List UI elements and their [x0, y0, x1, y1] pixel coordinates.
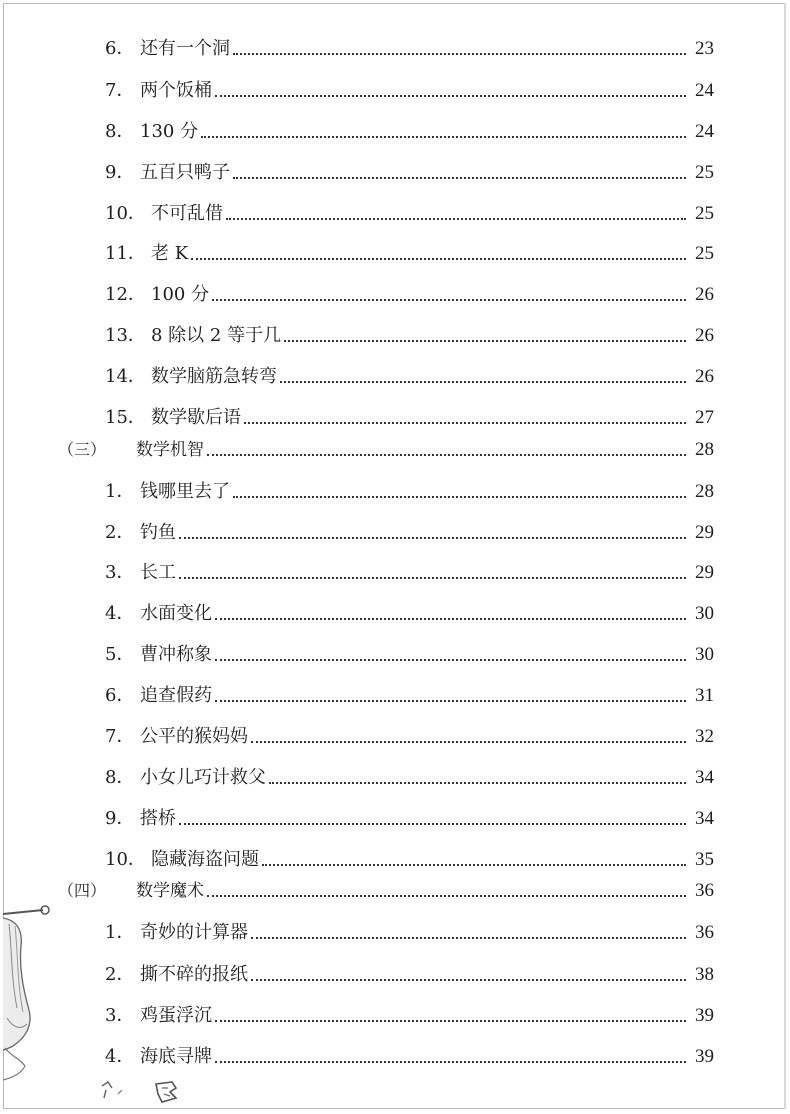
dot-leader [215, 618, 686, 620]
entry-number: 9． [105, 808, 135, 829]
entry-title: 数学魔术 [136, 881, 204, 901]
entry-number: 4． [105, 1046, 135, 1067]
entry-number: 3． [105, 1005, 135, 1026]
entry-title: 老 K [151, 243, 189, 264]
entry-number: 6． [105, 685, 135, 706]
dot-leader [251, 741, 686, 743]
page-number: 36 [695, 880, 714, 901]
entry-number: 10． [105, 203, 146, 224]
entry-title: 曹冲称象 [140, 644, 212, 665]
page-number: 25 [695, 162, 714, 183]
page-number: 26 [695, 366, 714, 387]
toc-entry [0, 997, 790, 1027]
entry-title: 数学机智 [136, 440, 204, 460]
toc-entry [0, 759, 790, 789]
toc-entry [0, 914, 790, 944]
entry-title: 数学歇后语 [151, 407, 241, 428]
dot-leader [191, 258, 686, 260]
dot-leader [212, 299, 686, 301]
page-number: 25 [695, 243, 714, 264]
entry-number: 8． [105, 767, 135, 788]
page-number: 31 [695, 685, 714, 706]
toc-entry [0, 800, 790, 830]
toc-entry [0, 718, 790, 748]
page-number: 26 [695, 325, 714, 346]
entry-title: 追查假药 [140, 685, 212, 706]
entry-number: 15． [105, 407, 146, 428]
entry-number: 2． [105, 964, 135, 985]
entry-title: 钓鱼 [140, 522, 176, 543]
entry-number: 1． [105, 922, 135, 943]
entry-title: 130 分 [140, 121, 199, 142]
toc-entry [0, 30, 790, 60]
entry-title: 海底寻牌 [140, 1046, 212, 1067]
dot-leader [233, 177, 686, 179]
page-number: 26 [695, 284, 714, 305]
entry-number: 9． [105, 162, 135, 183]
entry-number: 5． [105, 644, 135, 665]
dot-leader [251, 979, 686, 981]
entry-number: 13． [105, 325, 146, 346]
dot-leader [280, 381, 686, 383]
dot-leader [207, 454, 686, 456]
toc-entry [0, 473, 790, 503]
curtain-illustration [3, 898, 55, 1088]
page-number: 35 [695, 849, 714, 870]
toc-entry [0, 595, 790, 625]
entry-title: 鸡蛋浮沉 [140, 1005, 212, 1026]
toc-entry [0, 1038, 790, 1068]
dot-leader [207, 895, 686, 897]
entry-title: 五百只鸭子 [140, 162, 230, 183]
entry-title: 水面变化 [140, 603, 212, 624]
dot-leader [215, 95, 686, 97]
page-number: 36 [695, 922, 714, 943]
page-number: 28 [695, 481, 714, 502]
entry-title: 不可乱借 [151, 203, 223, 224]
toc-entry [0, 235, 790, 265]
page-number: 30 [695, 644, 714, 665]
toc-entry [0, 841, 790, 871]
entry-number: 4． [105, 603, 135, 624]
dot-leader [215, 1020, 686, 1022]
dot-leader [233, 496, 686, 498]
entry-title: 两个饭桶 [140, 80, 212, 101]
toc-entry [0, 72, 790, 102]
dot-leader [179, 537, 686, 539]
dot-leader [226, 218, 686, 220]
dot-leader [269, 782, 686, 784]
dot-leader [201, 136, 686, 138]
page-number: 34 [695, 808, 714, 829]
dot-leader [179, 577, 686, 579]
toc-entry [0, 514, 790, 544]
entry-title: 公平的猴妈妈 [140, 726, 248, 747]
entry-title: 奇妙的计算器 [140, 922, 248, 943]
page-number: 34 [695, 767, 714, 788]
entry-number: 2． [105, 522, 135, 543]
page-number: 29 [695, 522, 714, 543]
page-number: 29 [695, 562, 714, 583]
toc-entry [0, 195, 790, 225]
entry-title: 撕不碎的报纸 [140, 964, 248, 985]
entry-number: （三） [58, 440, 107, 459]
entry-number: 1． [105, 481, 135, 502]
dot-leader [244, 422, 686, 424]
toc-entry [0, 317, 790, 347]
entry-number: 11． [105, 243, 146, 264]
entry-number: 8． [105, 121, 135, 142]
dot-leader [215, 659, 686, 661]
dot-leader [284, 340, 686, 342]
dot-leader [251, 937, 686, 939]
toc-entry [0, 956, 790, 986]
page-number: 25 [695, 203, 714, 224]
dot-leader [262, 864, 686, 866]
page-number: 24 [695, 121, 714, 142]
toc-entry [0, 113, 790, 143]
entry-title: 搭桥 [140, 808, 176, 829]
page-number: 38 [695, 964, 714, 985]
entry-number: 7． [105, 726, 135, 747]
entry-title: 钱哪里去了 [140, 481, 230, 502]
entry-number: 3． [105, 562, 135, 583]
entry-number: 6． [105, 38, 135, 59]
page-number: 39 [695, 1005, 714, 1026]
entry-title: 100 分 [151, 284, 210, 305]
dot-leader [179, 823, 686, 825]
entry-number: 10． [105, 849, 146, 870]
entry-number: 7． [105, 80, 135, 101]
page-number: 39 [695, 1046, 714, 1067]
page-number: 28 [695, 439, 714, 460]
entry-title: 隐藏海盗问题 [151, 849, 259, 870]
page-number: 24 [695, 80, 714, 101]
toc-entry [0, 154, 790, 184]
entry-number: 12． [105, 284, 146, 305]
toc-section [0, 872, 790, 902]
entry-number: （四） [58, 881, 107, 900]
entry-title: 8 除以 2 等于几 [151, 325, 282, 346]
doodle-illustration [92, 1076, 202, 1108]
dot-leader [215, 700, 686, 702]
entry-number: 14． [105, 366, 146, 387]
toc-section [0, 431, 790, 461]
toc-entry [0, 636, 790, 666]
toc-entry [0, 677, 790, 707]
toc-entry [0, 358, 790, 388]
page-number: 23 [695, 38, 714, 59]
entry-title: 长工 [140, 562, 176, 583]
dot-leader [215, 1061, 686, 1063]
entry-title: 还有一个洞 [140, 38, 230, 59]
toc-entry [0, 399, 790, 429]
page-number: 30 [695, 603, 714, 624]
entry-title: 小女儿巧计救父 [140, 767, 266, 788]
page-number: 32 [695, 726, 714, 747]
page-number: 27 [695, 407, 714, 428]
toc-entry [0, 276, 790, 306]
dot-leader [233, 53, 686, 55]
entry-title: 数学脑筋急转弯 [151, 366, 277, 387]
toc-entry [0, 554, 790, 584]
